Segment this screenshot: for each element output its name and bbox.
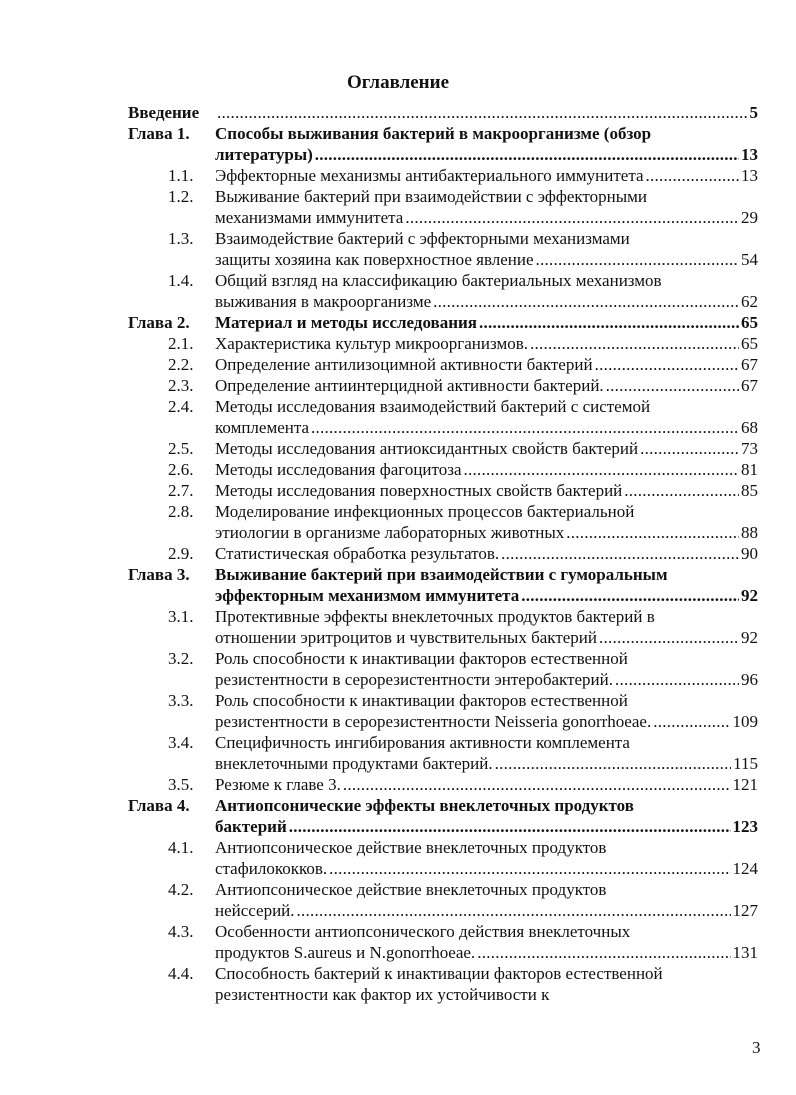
toc-entry-first-line: Антиопсонические эффекты внеклеточных продуктов xyxy=(215,796,634,815)
toc-entry-number: 2.6. xyxy=(168,460,194,479)
toc-entry-text xyxy=(215,606,758,648)
toc-entry-text xyxy=(215,354,758,375)
dot-leader xyxy=(217,102,748,123)
toc-entry-label: внеклеточными продуктами бактерий. xyxy=(215,754,493,773)
toc-page-number: 115 xyxy=(733,754,758,773)
toc-entry-text xyxy=(215,228,758,270)
dot-leader xyxy=(646,165,739,186)
toc-page-number: 92 xyxy=(741,586,758,605)
toc-entry-first-line: Антиопсоническое действие внеклеточных продуктов xyxy=(215,880,607,899)
toc-entry-number: 3.5. xyxy=(168,775,194,794)
toc-page-number: 67 xyxy=(741,376,758,395)
toc-entry-number: 1.2. xyxy=(168,187,194,206)
toc-entry-label: Определение антилизоцимной активности бактерий xyxy=(215,355,593,374)
dot-leader xyxy=(640,438,739,459)
toc-entry-text xyxy=(215,501,758,543)
toc-chapter-entry[interactable] xyxy=(0,312,796,333)
toc-entry-number: 3.1. xyxy=(168,607,194,626)
toc-section-entry[interactable] xyxy=(0,375,796,396)
dot-leader xyxy=(479,312,739,333)
toc-entry-continuation: резистентности как фактор их устойчивости к xyxy=(215,985,550,1004)
toc-entry-number: 4.1. xyxy=(168,838,194,857)
toc-entry-first-line: Специфичность ингибирования активности комплемента xyxy=(215,733,630,752)
dot-leader xyxy=(495,753,731,774)
toc-entry-text xyxy=(215,459,758,480)
dot-leader xyxy=(329,858,730,879)
toc-section-entry[interactable] xyxy=(0,501,796,543)
toc-entry-number: Глава 2. xyxy=(128,313,190,332)
dot-leader xyxy=(566,522,739,543)
dot-leader xyxy=(530,333,739,354)
toc-entry-first-line: Общий взгляд на классификацию бактериальных механизмов xyxy=(215,271,662,290)
toc-entry-label: нейссерий. xyxy=(215,901,295,920)
toc-entry-number: 2.7. xyxy=(168,481,194,500)
dot-leader xyxy=(521,585,739,606)
toc-entry-text xyxy=(215,963,758,1005)
toc-chapter-entry[interactable] xyxy=(0,795,796,837)
toc-entry-text xyxy=(215,186,758,228)
toc-entry-text xyxy=(215,690,758,732)
toc-entry-label: Эффекторные механизмы антибактериального иммунитета xyxy=(215,166,644,185)
toc-section-entry[interactable] xyxy=(0,438,796,459)
toc-section-entry[interactable] xyxy=(0,837,796,879)
toc-entry-first-line: Методы исследования взаимодействий бактерий с системой xyxy=(215,397,651,416)
toc-section-entry[interactable] xyxy=(0,459,796,480)
toc-entry-number: 3.2. xyxy=(168,649,194,668)
toc-section-entry[interactable] xyxy=(0,648,796,690)
toc-entry-number: 4.4. xyxy=(168,964,194,983)
dot-leader xyxy=(615,669,739,690)
toc-section-entry[interactable] xyxy=(0,774,796,795)
toc-page-number: 65 xyxy=(741,313,758,332)
toc-entry-number: 2.9. xyxy=(168,544,194,563)
toc-entry-number: 3.3. xyxy=(168,691,194,710)
toc-entry-label: стафилококков. xyxy=(215,859,328,878)
toc-section-entry[interactable] xyxy=(0,921,796,963)
toc-section-entry[interactable] xyxy=(0,396,796,438)
dot-leader xyxy=(311,417,739,438)
toc-entry-label: Резюме к главе 3. xyxy=(215,775,341,794)
toc-entry-first-line: Роль способности к инактивации факторов естественной xyxy=(215,691,628,710)
dot-leader xyxy=(433,291,739,312)
toc-entry-text xyxy=(215,312,758,333)
dot-leader xyxy=(297,900,731,921)
toc-entry-label: литературы) xyxy=(215,145,313,164)
toc-chapter-entry[interactable] xyxy=(0,123,796,165)
toc-entry-label: Определение антиинтерцидной активности бактерий. xyxy=(215,376,604,395)
toc-entry-text xyxy=(215,123,758,165)
toc-section-entry[interactable] xyxy=(0,879,796,921)
dot-leader xyxy=(536,249,739,270)
toc-page-number: 13 xyxy=(741,145,758,164)
toc-entry-label: бактерий xyxy=(215,817,287,836)
toc-page-number: 88 xyxy=(741,523,758,542)
toc-chapter-entry[interactable] xyxy=(0,564,796,606)
toc-entry-label: Материал и методы исследования xyxy=(215,313,478,332)
toc-entry-label: Методы исследования поверхностных свойств бактерий xyxy=(215,481,623,500)
toc-entry-text xyxy=(215,102,758,123)
toc-entry-text xyxy=(215,375,758,396)
toc-entry-number: 1.4. xyxy=(168,271,194,290)
toc-entry-number: 2.5. xyxy=(168,439,194,458)
toc-entry-number: 2.2. xyxy=(168,355,194,374)
toc-page-number: 65 xyxy=(741,334,758,353)
toc-entry-label: продуктов S.aureus и N.gonorrhoeae. xyxy=(215,943,476,962)
dot-leader xyxy=(595,354,739,375)
toc-entry-first-line: Роль способности к инактивации факторов естественной xyxy=(215,649,628,668)
toc-entry-text xyxy=(215,396,758,438)
toc-entry-label: Методы исследования антиоксидантных свойств бактерий xyxy=(215,439,639,458)
toc-section-entry[interactable] xyxy=(0,480,796,501)
toc-entry-label: Характеристика культур микроорганизмов. xyxy=(215,334,528,353)
toc-section-entry[interactable] xyxy=(0,732,796,774)
toc-entry-number: Глава 1. xyxy=(128,124,190,143)
toc-entry-label: отношении эритроцитов и чувствительных бактерий xyxy=(215,628,597,647)
toc-entry-label: этиологии в организме лабораторных животных xyxy=(215,523,565,542)
toc-entry-text xyxy=(215,795,758,837)
toc-entry-number: 4.3. xyxy=(168,922,194,941)
toc-entry-first-line: Моделирование инфекционных процессов бактериальной xyxy=(215,502,635,521)
toc-entry-text xyxy=(215,837,758,879)
dot-leader xyxy=(405,207,739,228)
toc-page-number: 73 xyxy=(741,439,758,458)
toc-page-number: 121 xyxy=(732,775,758,794)
toc-section-entry[interactable] xyxy=(0,228,796,270)
toc-entry-text xyxy=(215,648,758,690)
toc-entry-text xyxy=(215,165,758,186)
dot-leader xyxy=(501,543,739,564)
dot-leader xyxy=(624,480,739,501)
page-number: 3 xyxy=(752,1038,761,1057)
dot-leader xyxy=(464,459,740,480)
toc-entry-number: Глава 4. xyxy=(128,796,190,815)
toc-entry-first-line: Способы выживания бактерий в макроорганизме (обзор xyxy=(215,124,652,143)
toc-entry-first-line: Выживание бактерий при взаимодействии с эффекторными xyxy=(215,187,648,206)
toc-page-number: 29 xyxy=(741,208,758,227)
toc-page-number: 123 xyxy=(732,817,758,836)
toc-section-entry[interactable] xyxy=(0,333,796,354)
toc-entry-number: 1.3. xyxy=(168,229,194,248)
toc-entry-first-line: Антиопсоническое действие внеклеточных продуктов xyxy=(215,838,607,857)
toc-section-entry[interactable] xyxy=(0,606,796,648)
toc-chapter-entry[interactable] xyxy=(0,102,796,123)
dot-leader xyxy=(315,144,739,165)
toc-entry-number: 2.1. xyxy=(168,334,194,353)
toc-entry-number: 3.4. xyxy=(168,733,194,752)
toc-entry-text xyxy=(215,438,758,459)
dot-leader xyxy=(653,711,730,732)
toc-entry-label: Статистическая обработка результатов. xyxy=(215,544,500,563)
toc-entry-text xyxy=(215,480,758,501)
toc-section-entry[interactable] xyxy=(0,270,796,312)
toc-title: Оглавление xyxy=(346,72,450,93)
toc-entry-label: механизмами иммунитета xyxy=(215,208,404,227)
toc-entry-number: Введение xyxy=(128,103,200,122)
toc-entry-text xyxy=(215,270,758,312)
toc-page-number: 62 xyxy=(741,292,758,311)
toc-page-number: 81 xyxy=(741,460,758,479)
dot-leader xyxy=(606,375,739,396)
toc-entry-label: Методы исследования фагоцитоза xyxy=(215,460,462,479)
dot-leader xyxy=(477,942,730,963)
toc-entry-first-line: Взаимодействие бактерий с эффекторными механизмами xyxy=(215,229,630,248)
toc-entry-text xyxy=(215,564,758,606)
toc-entry-text xyxy=(215,774,758,795)
toc-entry-number: 2.8. xyxy=(168,502,194,521)
toc-entry-number: 2.4. xyxy=(168,397,194,416)
toc-page-number: 68 xyxy=(741,418,758,437)
toc-page-number: 131 xyxy=(732,943,758,962)
toc-page-number: 96 xyxy=(741,670,758,689)
toc-page-number: 92 xyxy=(741,628,758,647)
toc-entry-first-line: Выживание бактерий при взаимодействии с гуморальным xyxy=(215,565,668,584)
toc-entry-first-line: Протективные эффекты внеклеточных продуктов бактерий в xyxy=(215,607,655,626)
toc-entry-number: 4.2. xyxy=(168,880,194,899)
toc-page-number: 124 xyxy=(732,859,758,878)
toc-section-entry[interactable] xyxy=(0,963,796,1005)
toc-page-number: 67 xyxy=(741,355,758,374)
toc-page-number: 13 xyxy=(741,166,758,185)
toc-section-entry[interactable] xyxy=(0,186,796,228)
toc-section-entry[interactable] xyxy=(0,354,796,375)
toc-entry-label: резистентности в серорезистентности энтеробактерий. xyxy=(215,670,614,689)
toc-page-number: 90 xyxy=(741,544,758,563)
toc-entry-text xyxy=(215,921,758,963)
toc-page-number: 5 xyxy=(749,103,758,122)
table-of-contents xyxy=(0,102,796,1005)
dot-leader xyxy=(599,627,739,648)
toc-entry-number: 1.1. xyxy=(168,166,194,185)
toc-entry-number: Глава 3. xyxy=(128,565,190,584)
toc-section-entry[interactable] xyxy=(0,690,796,732)
toc-entry-label: защиты хозяина как поверхностное явление xyxy=(215,250,534,269)
toc-entry-label: комплемента xyxy=(215,418,310,437)
toc-page-number: 85 xyxy=(741,481,758,500)
toc-entry-first-line: Особенности антиопсонического действия внеклеточных xyxy=(215,922,631,941)
toc-entry-text xyxy=(215,333,758,354)
toc-section-entry[interactable] xyxy=(0,165,796,186)
toc-section-entry[interactable] xyxy=(0,543,796,564)
toc-page-number: 127 xyxy=(732,901,758,920)
dot-leader xyxy=(343,774,731,795)
toc-page-number: 54 xyxy=(741,250,758,269)
toc-entry-label: эффекторным механизмом иммунитета xyxy=(215,586,520,605)
toc-entry-text xyxy=(215,879,758,921)
toc-entry-first-line: Способность бактерий к инактивации факторов естественной xyxy=(215,964,663,983)
toc-entry-number: 2.3. xyxy=(168,376,194,395)
toc-page-number: 109 xyxy=(732,712,758,731)
toc-entry-text xyxy=(215,543,758,564)
toc-entry-text xyxy=(215,732,758,774)
toc-entry-label: резистентности в серорезистентности Neisseria gonorrhoeae. xyxy=(215,712,652,731)
toc-entry-label: выживания в макроорганизме xyxy=(215,292,432,311)
dot-leader xyxy=(289,816,731,837)
